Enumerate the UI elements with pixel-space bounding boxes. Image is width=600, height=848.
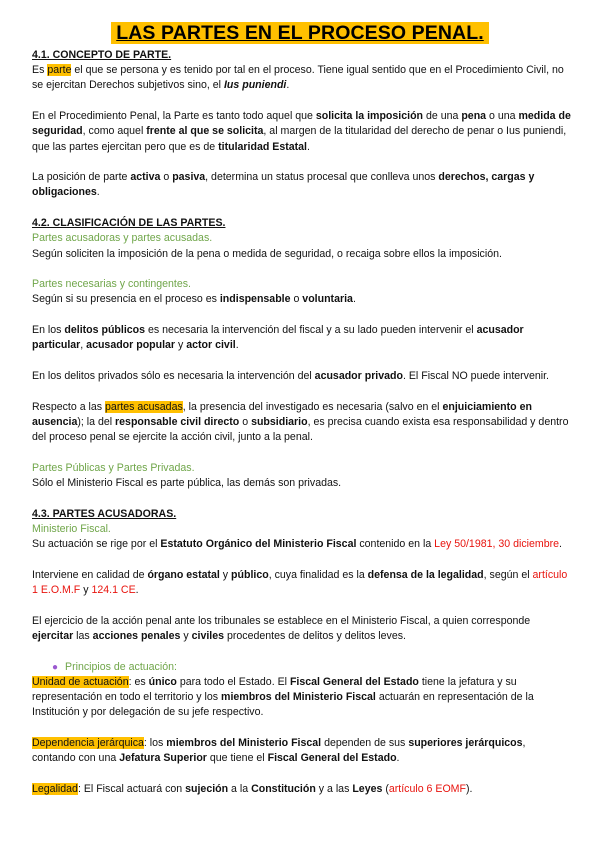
section-heading-clasificacion: 4.2. CLASIFICACIÓN DE LAS PARTES.: [32, 217, 226, 230]
paragraph-organo-estatal: Interviene en calidad de órgano estatal y público, cuya finalidad es la defensa de la legalidad, según el artículo 1 E.O.M.F y 124.1 CE.: [32, 568, 568, 597]
paragraph-ejercicio-accion-penal: El ejercicio de la acción penal ante los tribunales se establece en el Ministerio Fiscal, a quien corresponde ejercitar las acciones penales y civiles procedentes de delitos y delitos leves.: [32, 614, 531, 642]
section-heading-partes-acusadoras: 4.3. PARTES ACUSADORAS.: [32, 507, 177, 520]
paragraph-acusadoras-acusadas: Según soliciten la imposición de la pena o medida de seguridad, o recaiga sobre ellos la imposición.: [32, 247, 502, 260]
paragraph-publicas-privadas: Sólo el Ministerio Fiscal es parte pública, las demás son privadas.: [32, 477, 342, 490]
paragraph-delitos-publicos: En los delitos públicos es necesaria la intervención del fiscal y a su lado pueden intervenir el acusador particular, acusador popular y actor civil.: [32, 324, 524, 352]
paragraph-unidad-actuacion: Unidad de actuación: es único para todo el Estado. El Fiscal General del Estado tiene la jefatura y su representación en todo el territorio y los miembros del Ministerio Fiscal actuarán en representación de la Institución y por delegación de su jefe respectivo.: [32, 675, 534, 719]
document-body: [32, 48, 572, 797]
paragraph-posicion-parte: La posición de parte activa o pasiva, determina un status procesal que conlleva unos derechos, cargas y obligaciones.: [32, 171, 535, 199]
bullet-dot-icon: ●: [52, 661, 59, 673]
paragraph-definicion-parte: Es parte el que se persona y es tenido por tal en el proceso. Tiene igual sentido que en el Procedimiento Civil, no se ejercitan Derechos subjetivos sino, el Ius puniendi.: [32, 64, 564, 92]
paragraph-estatuto-organico: Su actuación se rige por el Estatuto Orgánico del Ministerio Fiscal contenido en la Ley 50/1981, 30 diciembre.: [32, 538, 562, 551]
title-wrap: [0, 22, 600, 44]
paragraph-delitos-privados: En los delitos privados sólo es necesaria la intervención del acusador privado. El Fiscal NO puede intervenir.: [32, 370, 550, 383]
paragraph-parte-procedimiento-penal: En el Procedimiento Penal, la Parte es tanto todo aquel que solicita la imposición de una pena o una medida de seguridad, como aquel frente al que se solicita, al margen de la titularidad del derecho de penar o Ius puniendi, que las partes ejercitan pero que es de titularidad Estatal.: [32, 110, 571, 153]
subheading-ministerio-fiscal: Ministerio Fiscal.: [32, 522, 111, 535]
page-title: LAS PARTES EN EL PROCESO PENAL.: [111, 22, 489, 44]
subheading-acusadoras-acusadas: Partes acusadoras y partes acusadas.: [32, 232, 213, 245]
subheading-necesarias-contingentes: Partes necesarias y contingentes.: [32, 278, 191, 291]
paragraph-necesarias-contingentes: Según si su presencia en el proceso es indispensable o voluntaria.: [32, 293, 356, 306]
paragraph-dependencia-jerarquica: Dependencia jerárquica: los miembros del Ministerio Fiscal dependen de sus superiores jerárquicos, contando con una Jefatura Superior que tiene el Fiscal General del Estado.: [32, 737, 526, 765]
paragraph-partes-acusadas: Respecto a las partes acusadas, la presencia del investigado es necesaria (salvo en el enjuiciamiento en ausencia); la del responsable civil directo o subsidiario, es precisa cuando exista esa responsabilidad y dentro del proceso penal se ejercite la acción civil, junto a la penal.: [32, 400, 569, 444]
section-heading-concepto: 4.1. CONCEPTO DE PARTE.: [32, 49, 172, 61]
bullet-principios-actuacion: ● Principios de actuación:: [52, 660, 177, 673]
paragraph-legalidad: Legalidad: El Fiscal actuará con sujeción a la Constitución y a las Leyes (artículo 6 EOMF).: [32, 782, 473, 795]
subheading-publicas-privadas: Partes Públicas y Partes Privadas.: [32, 461, 195, 474]
